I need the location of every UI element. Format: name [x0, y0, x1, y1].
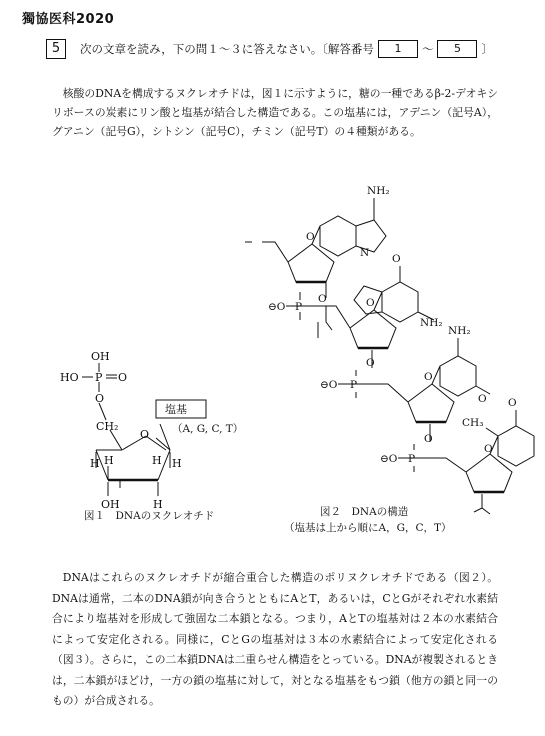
figure2-caption: 図２ DNAの構造 [320, 506, 409, 518]
svg-text:H: H [172, 457, 182, 470]
question-number: 5 [46, 39, 66, 59]
svg-text:⊖O: ⊖O [268, 301, 286, 313]
bracket-close: 〕 [481, 42, 493, 56]
body-paragraph: DNAはこれらのヌクレオチドが縮合重合した構造のポリヌクレオチドである（図２）。DNAは通常，二本のDNA鎖が向き合うとともにAとT，あるいは，CとGがそれぞれ水素結合により塩基対を形成して強固な二本鎖となる。つまり，AとTの塩基対は２本の水素結合によって安定化される。同様に，CとGの塩基対は３本の水素結合によって安定化される（図３）。さらに，この二本鎖DNAは二重らせん構造をとっている。DNAが複製されるときは，二本鎖がほどけ，一方の鎖の塩基に対して，対となる塩基をもつ鎖（他方の鎖と同一のもの）が合成される。 [52, 571, 498, 707]
svg-text:O: O [424, 433, 433, 445]
svg-text:O: O [318, 293, 327, 305]
figure1-caption: 図１ DNAのヌクレオチド [84, 510, 215, 522]
svg-text:O: O [306, 231, 315, 243]
tilde: ～ [421, 42, 434, 56]
exam-header: 獨協医科2020 [22, 12, 115, 27]
base-options: （A, G, C, T） [172, 423, 244, 435]
svg-text:P: P [95, 371, 103, 384]
question-instruction: 次の文章を読み，下の問１～３に答えなさい。〔解答番号 [80, 42, 374, 56]
svg-text:H: H [90, 457, 100, 470]
svg-text:O: O [366, 357, 375, 369]
svg-text:O: O [392, 253, 401, 265]
answer-number-to: 5 [437, 40, 477, 58]
svg-text:CH₂: CH₂ [96, 420, 119, 433]
svg-text:HO: HO [60, 371, 79, 384]
svg-text:CH₃: CH₃ [462, 417, 484, 429]
svg-text:⊖O: ⊖O [320, 379, 338, 391]
svg-text:O: O [424, 371, 433, 383]
svg-text:N: N [360, 247, 370, 259]
svg-text:O: O [140, 428, 150, 441]
svg-text:O: O [366, 297, 375, 309]
svg-text:O: O [478, 393, 487, 405]
figure1-atoms [60, 350, 182, 511]
svg-text:O: O [118, 371, 128, 384]
answer-number-from: 1 [378, 40, 418, 58]
svg-text:NH₂: NH₂ [420, 317, 443, 329]
figure-drawings [0, 170, 545, 550]
svg-text:P: P [408, 453, 416, 465]
svg-text:OH: OH [91, 350, 110, 363]
svg-text:⊖O: ⊖O [380, 453, 398, 465]
intro-paragraph: 核酸のDNAを構成するヌクレオチドは，図１に示すように，糖の一種であるβ-2-デオキシリボースの炭素にリン酸と塩基が結合した構造である。この塩基には，アデニン（記号A），グアニン（記号G），シトシン（記号C），チミン（記号T）の４種類がある。 [52, 87, 498, 138]
figure2-backbone [245, 226, 512, 514]
base-label: 塩基 [165, 403, 187, 416]
svg-text:O: O [508, 397, 517, 409]
svg-text:NH₂: NH₂ [367, 185, 390, 197]
question-line [46, 39, 493, 59]
svg-text:H: H [152, 454, 162, 467]
svg-text:NH₂: NH₂ [448, 325, 471, 337]
svg-text:O: O [484, 443, 493, 455]
figures [0, 170, 545, 550]
svg-text:H: H [153, 498, 163, 511]
svg-text:P: P [350, 379, 358, 391]
svg-text:P: P [295, 301, 303, 313]
svg-text:H: H [104, 454, 114, 467]
figure2-subcaption: （塩基は上から順にA，G，C，T） [284, 522, 452, 534]
svg-text:O: O [95, 392, 105, 405]
svg-text:OH: OH [101, 498, 120, 511]
